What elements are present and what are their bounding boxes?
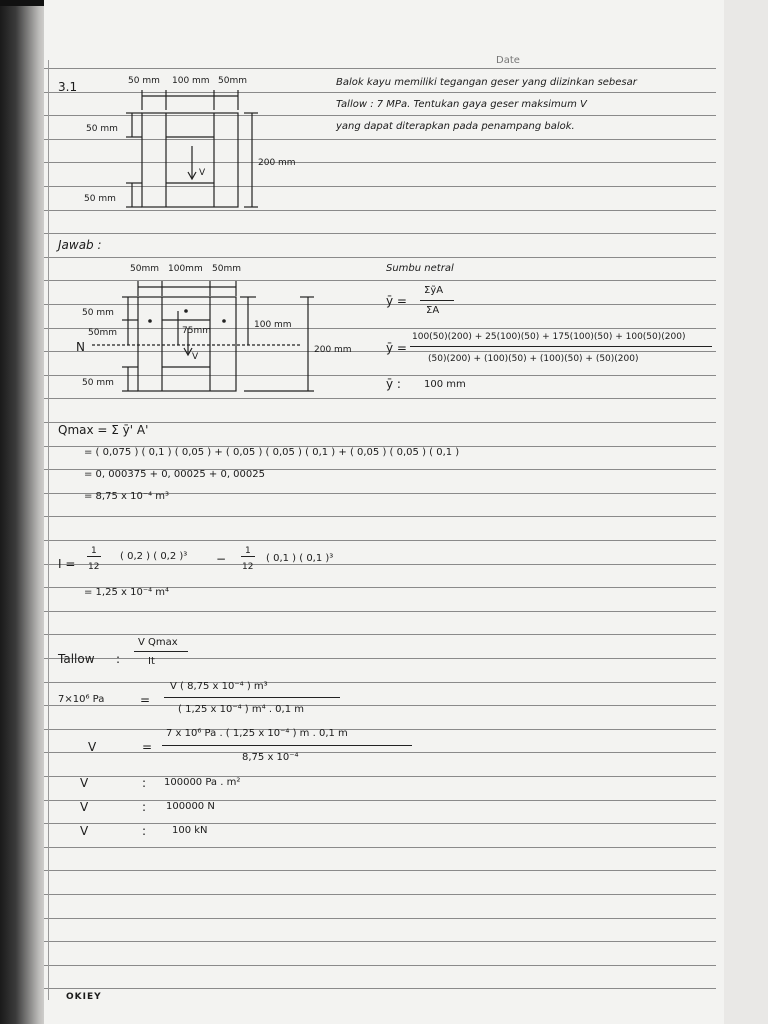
fraction-bar: [87, 556, 101, 557]
sumbu-netral-title: Sumbu netral: [386, 263, 454, 274]
q-line-3: = 0, 000375 + 0, 00025 + 0, 00025: [84, 469, 265, 480]
q-line-1: Qmax = Σ ȳ' A': [58, 423, 149, 437]
problem-text-1: Balok kayu memiliki tegangan geser yang diizinkan sebesar: [336, 77, 637, 88]
fraction-bar: [162, 745, 412, 746]
q-line-4: = 8,75 x 10⁻⁴ m³: [84, 491, 170, 502]
i-frac2-den: 12: [242, 562, 254, 572]
fraction-bar: [420, 300, 454, 301]
ybar-result: 100 mm: [424, 379, 466, 390]
i-frac1-den: 12: [88, 562, 100, 572]
answer-label: Jawab :: [58, 238, 102, 252]
tau-lhs: Tallow: [58, 652, 95, 666]
v-result-3: 100 kN: [172, 825, 208, 836]
ans-dim-left-1: 50 mm: [82, 308, 114, 318]
fraction-bar: [134, 651, 188, 652]
ans-dim-top-1: 50mm: [130, 264, 159, 274]
v-label-3: V: [80, 800, 89, 814]
ybar-symbol-2: ȳ =: [386, 341, 407, 355]
v-label-2: V: [80, 776, 89, 790]
i-term-1: ( 0,2 ) ( 0,2 )³: [120, 551, 188, 562]
fraction-bar: [410, 346, 712, 347]
problem-number: 3.1: [58, 80, 78, 94]
dim-top-1: 50 mm: [128, 76, 160, 86]
tau-den: It: [148, 656, 155, 667]
ans-dim-75: 75mm: [182, 326, 211, 336]
dim-top-2: 100 mm: [172, 76, 210, 86]
sub-den: ( 1,25 x 10⁻⁴ ) m⁴ . 0,1 m: [178, 704, 305, 715]
ans-shear-label: V: [192, 352, 199, 362]
v-num: 7 x 10⁶ Pa . ( 1,25 x 10⁻⁴ ) m . 0,1 m: [166, 728, 348, 739]
ybar-formula-den: ΣA: [426, 305, 440, 316]
ybar-formula-num: ΣỹA: [424, 285, 444, 296]
i-line-2: = 1,25 x 10⁻⁴ m⁴: [84, 587, 170, 598]
ybar-symbol-3: ȳ :: [386, 377, 401, 391]
v-eq-2: :: [142, 776, 147, 790]
shear-label: V: [199, 168, 206, 178]
i-minus: −: [216, 552, 227, 566]
ybar-num: 100(50)(200) + 25(100)(50) + 175(100)(50) + 100(50)(200): [412, 332, 686, 342]
ans-dim-left-2: 50mm: [88, 328, 117, 338]
v-eq-1: =: [142, 740, 153, 754]
tau-num: V Qmax: [138, 637, 178, 648]
v-result-1: 100000 Pa . m²: [164, 777, 241, 788]
tau-eq: :: [116, 652, 121, 666]
q-line-2: = ( 0,075 ) ( 0,1 ) ( 0,05 ) + ( 0,05 ) ( 0,05 ) ( 0,1 ) + ( 0,05 ) ( 0,05 ) ( 0,1 ): [84, 447, 460, 458]
neutral-axis-label: N: [76, 340, 85, 354]
i-frac2-num: 1: [245, 546, 251, 556]
v-label-1: V: [88, 740, 97, 754]
ybar-symbol-1: ȳ =: [386, 294, 407, 308]
fraction-bar: [241, 556, 255, 557]
i-lhs: I =: [58, 557, 76, 571]
date-label: Date: [496, 55, 520, 66]
footer-brand: OKIEY: [66, 992, 102, 1002]
v-eq-3: :: [142, 800, 147, 814]
sub-eq: =: [140, 693, 151, 707]
ans-dim-inner-right: 100 mm: [254, 320, 292, 330]
ans-dim-right: 200 mm: [314, 345, 352, 355]
ans-dim-top-3: 50mm: [212, 264, 241, 274]
v-den: 8,75 x 10⁻⁴: [242, 752, 299, 763]
fraction-bar: [164, 697, 340, 698]
problem-text-2: Tallow : 7 MPa. Tentukan gaya geser maksimum V: [336, 99, 587, 110]
sub-num: V ( 8,75 x 10⁻⁴ ) m³: [170, 681, 268, 692]
i-frac1-num: 1: [91, 546, 97, 556]
v-result-2: 100000 N: [166, 801, 215, 812]
dim-top-3: 50mm: [218, 76, 247, 86]
sub-lhs: 7×10⁶ Pa: [58, 694, 105, 705]
problem-text-3: yang dapat diterapkan pada penampang balok.: [336, 121, 575, 132]
ans-dim-top-2: 100mm: [168, 264, 203, 274]
v-label-4: V: [80, 824, 89, 838]
dim-left-top: 50 mm: [86, 124, 118, 134]
dim-left-bottom: 50 mm: [84, 194, 116, 204]
v-eq-4: :: [142, 824, 147, 838]
i-term-2: ( 0,1 ) ( 0,1 )³: [266, 553, 334, 564]
ybar-den: (50)(200) + (100)(50) + (100)(50) + (50)(200): [428, 354, 639, 364]
ans-dim-left-3: 50 mm: [82, 378, 114, 388]
dim-right: 200 mm: [258, 158, 296, 168]
